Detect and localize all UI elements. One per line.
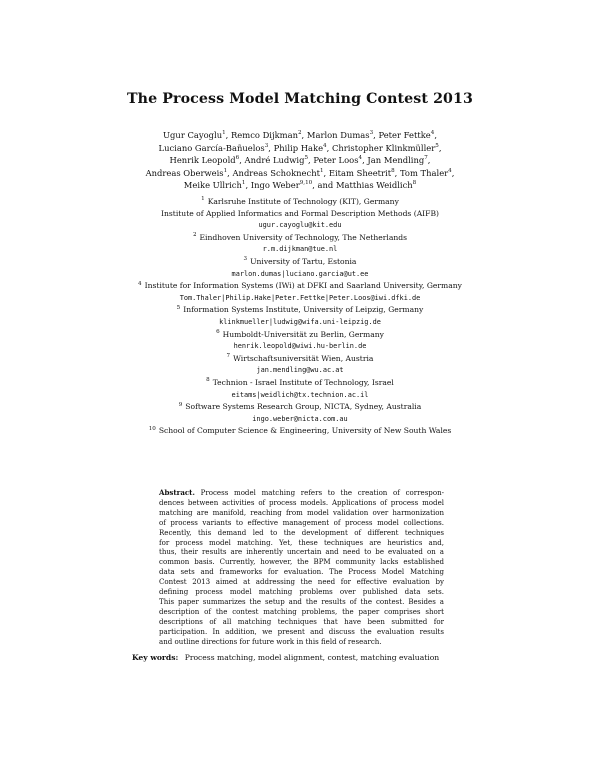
author-separator: ,	[323, 167, 329, 178]
affiliation-line	[60, 232, 540, 244]
author-affiliation-mark: 9,10	[299, 180, 313, 187]
abstract-line	[159, 508, 444, 518]
author-affiliation-mark: 3	[264, 142, 269, 149]
author-name: Tom Thaler	[399, 167, 449, 178]
author-row	[100, 129, 500, 142]
affiliation-number: 4	[138, 280, 142, 287]
affiliation-text: Software Systems Research Group, NICTA, Sydney, Australia	[185, 402, 422, 412]
abstract-text: participation. In addition, we present and discuss the evaluation results	[159, 626, 444, 636]
affiliation-email	[60, 292, 540, 305]
affiliation-text: Wirtschaftsuniversität Wien, Austria	[233, 353, 374, 363]
abstract-line	[159, 577, 444, 587]
affiliation-list	[60, 196, 540, 437]
abstract-line	[159, 538, 444, 548]
affiliation-number: 10	[148, 425, 156, 432]
abstract-text: dences between activities of process models. Applications of process model	[159, 497, 444, 507]
abstract-text: descriptions of all matching techniques that have been submitted for	[159, 616, 444, 626]
author-separator: ,	[362, 155, 368, 166]
affiliation-line	[60, 401, 540, 413]
abstract-line	[159, 547, 444, 557]
author-name: Ugur Cayoglu	[163, 130, 223, 140]
author-affiliation-mark: 1	[223, 167, 228, 174]
abstract-text: Contest 2013 aimed at addressing the need for effective evaluation by	[159, 577, 444, 587]
author-affiliation-mark: 7	[424, 155, 428, 162]
author-affiliation-mark: 1	[241, 180, 246, 187]
abstract-text: Recently, this demand led to the development of different techniques	[159, 527, 444, 537]
abstract-line	[159, 488, 444, 498]
affiliation-line	[60, 377, 540, 389]
affiliation-email	[60, 389, 540, 402]
abstract-line	[159, 518, 444, 528]
abstract-text: for process model matching. Yet, these techniques are heuristics and,	[159, 537, 444, 547]
affiliation-line	[60, 280, 540, 292]
author-affiliation-mark: 8	[391, 167, 395, 174]
author-separator: ,	[434, 130, 437, 140]
author-affiliation-mark: 4	[448, 167, 452, 174]
author-name: Philip Hake	[273, 142, 324, 153]
author-name: Luciano García-Bañuelos	[158, 142, 265, 153]
email-text: henrik.leopold@wiwi.hu-berlin.de	[233, 342, 367, 351]
author-affiliation-mark: 5	[304, 155, 309, 162]
author-separator: , and	[312, 180, 336, 191]
author-list	[100, 129, 500, 192]
affiliation-text: Information Systems Institute, University of Leipzig, Germany	[183, 305, 424, 315]
abstract-text: thus, their results are inherently uncertain and need to be evaluated on a	[159, 547, 444, 557]
author-name: Matthias Weidlich	[335, 180, 413, 191]
author-affiliation-mark: 8	[412, 180, 417, 187]
affiliation-line	[60, 208, 540, 220]
affiliation-line	[60, 196, 540, 208]
affiliation-line	[60, 353, 540, 365]
abstract-label: Abstract.	[159, 488, 195, 497]
author-separator: ,	[427, 155, 431, 166]
affiliation-text: Technion - Israel Institute of Technology, Israel	[212, 377, 394, 387]
author-name: Marlon Dumas	[306, 130, 370, 140]
abstract-text: and outline directions for future work in this field of research.	[159, 636, 382, 646]
abstract-text: description of the contest matching problems, the paper comprises short	[159, 606, 444, 616]
author-separator: ,	[326, 142, 332, 153]
affiliation-number: 5	[176, 304, 181, 311]
abstract-text: Process model matching refers to the creation of correspon-	[200, 488, 444, 497]
author-affiliation-mark: 6	[235, 155, 240, 162]
affiliation-text: Karlsruhe Institute of Technology (KIT), Germany	[207, 197, 399, 206]
email-text: r.m.dijkman@tue.nl	[262, 245, 338, 254]
abstract-line	[159, 587, 444, 597]
author-separator: ,	[225, 130, 231, 140]
abstract-text: defining process model matching problems over published data sets.	[159, 587, 444, 597]
affiliation-number: 9	[178, 401, 183, 408]
affiliation-number: 6	[216, 329, 220, 335]
author-name: Christopher Klinkmüller	[331, 142, 436, 153]
author-affiliation-mark: 3	[369, 130, 374, 137]
affiliation-text: School of Computer Science & Engineering, University of New South Wales	[158, 426, 452, 436]
abstract-line	[159, 557, 444, 567]
email-text: eitams|weidlich@tx.technion.ac.il	[231, 390, 369, 399]
email-text: marlon.dumas|luciano.garcia@ut.ee	[231, 269, 369, 278]
abstract-line	[159, 597, 444, 607]
affiliation-email	[60, 340, 540, 353]
affiliation-text: University of Tartu, Estonia	[250, 256, 357, 266]
abstract-text: This paper summarizes the setup and the results of the contest. Besides a	[159, 596, 444, 606]
author-separator: ,	[438, 142, 442, 153]
abstract-line	[159, 637, 444, 647]
abstract-line	[159, 627, 444, 637]
author-row	[100, 167, 500, 180]
author-separator: ,	[227, 167, 233, 178]
affiliation-email	[60, 364, 540, 377]
author-affiliation-mark: 4	[358, 155, 363, 162]
author-separator: ,	[394, 167, 400, 178]
keywords-label: Key words:	[132, 653, 179, 662]
author-affiliation-mark: 1	[222, 130, 226, 137]
affiliation-text: Institute of Applied Informatics and Formal Description Methods (AIFB)	[160, 208, 439, 218]
author-name: Andreas Oberweis	[145, 167, 224, 178]
abstract-line	[159, 528, 444, 538]
author-name: Jan Mendling	[367, 155, 425, 166]
author-separator: ,	[301, 130, 307, 140]
keywords-text: Process matching, model alignment, contest, matching evaluation	[184, 653, 440, 662]
author-name: André Ludwig	[244, 155, 305, 166]
author-name: Peter Fettke	[378, 130, 431, 140]
affiliation-line	[60, 425, 540, 437]
affiliation-email	[60, 219, 540, 232]
author-name: Henrik Leopold	[169, 155, 236, 166]
author-separator: ,	[268, 142, 274, 153]
author-affiliation-mark: 5	[435, 142, 439, 149]
affiliation-line	[60, 304, 540, 316]
affiliation-email	[60, 316, 540, 329]
author-separator: ,	[308, 155, 314, 166]
affiliation-number: 3	[243, 256, 248, 263]
email-text: ingo.weber@nicta.com.au	[252, 414, 348, 423]
abstract-line	[159, 607, 444, 617]
author-name: Eitam Sheetrit	[328, 167, 392, 178]
email-text: klinkmueller|ludwig@wifa.uni-leipzig.de	[219, 317, 381, 326]
affiliation-number: 2	[192, 232, 197, 239]
author-name: Peter Loos	[313, 155, 359, 166]
email-text: Tom.Thaler|Philip.Hake|Peter.Fettke|Peter.Loos@iwi.dfki.de	[179, 293, 421, 302]
author-row	[100, 154, 500, 167]
affiliation-number: 1	[201, 196, 205, 203]
author-affiliation-mark: 4	[430, 130, 435, 137]
affiliation-text: Institute for Information Systems (IWi) at DFKI and Saarland University, Germany	[144, 281, 462, 291]
affiliation-email	[60, 268, 540, 281]
author-name: Ingo Weber	[250, 180, 300, 191]
author-name: Andreas Schoknecht	[232, 167, 320, 178]
author-separator: ,	[245, 180, 251, 191]
abstract-line	[159, 617, 444, 627]
abstract-line	[159, 567, 444, 577]
affiliation-text: Eindhoven University of Technology, The Netherlands	[199, 232, 408, 242]
abstract	[159, 488, 444, 647]
affiliation-email	[60, 243, 540, 256]
email-text: jan.mendling@wu.ac.at	[256, 366, 344, 375]
affiliation-number: 7	[226, 353, 231, 360]
affiliation-email	[60, 413, 540, 426]
abstract-line	[159, 498, 444, 508]
affiliation-line	[60, 329, 540, 341]
author-affiliation-mark: 4	[323, 142, 327, 149]
author-affiliation-mark: 2	[297, 130, 302, 137]
affiliation-text: Humboldt-Universität zu Berlin, Germany	[222, 329, 384, 339]
abstract-text: of process variants to effective management of process model collections.	[159, 517, 444, 527]
abstract-text: common basis. Currently, however, the BPM community lacks established	[159, 557, 444, 567]
email-text: ugur.cayoglu@kit.edu	[258, 221, 342, 230]
author-name: Meike Ullrich	[183, 180, 242, 191]
author-row	[100, 179, 500, 192]
author-row	[100, 142, 500, 155]
author-affiliation-mark: 1	[319, 167, 324, 174]
affiliation-line	[60, 256, 540, 268]
affiliation-number: 8	[206, 377, 210, 384]
author-separator: ,	[373, 130, 379, 140]
paper-title: The Process Model Matching Contest 2013	[127, 91, 473, 107]
keywords	[132, 653, 439, 662]
abstract-text: matching are manifold, reaching from model validation over harmonization	[159, 507, 444, 517]
author-name: Remco Dijkman	[230, 130, 298, 140]
author-separator: ,	[451, 167, 455, 178]
author-separator: ,	[239, 155, 245, 166]
abstract-text: data sets and frameworks for evaluation. The Process Model Matching	[159, 567, 444, 577]
